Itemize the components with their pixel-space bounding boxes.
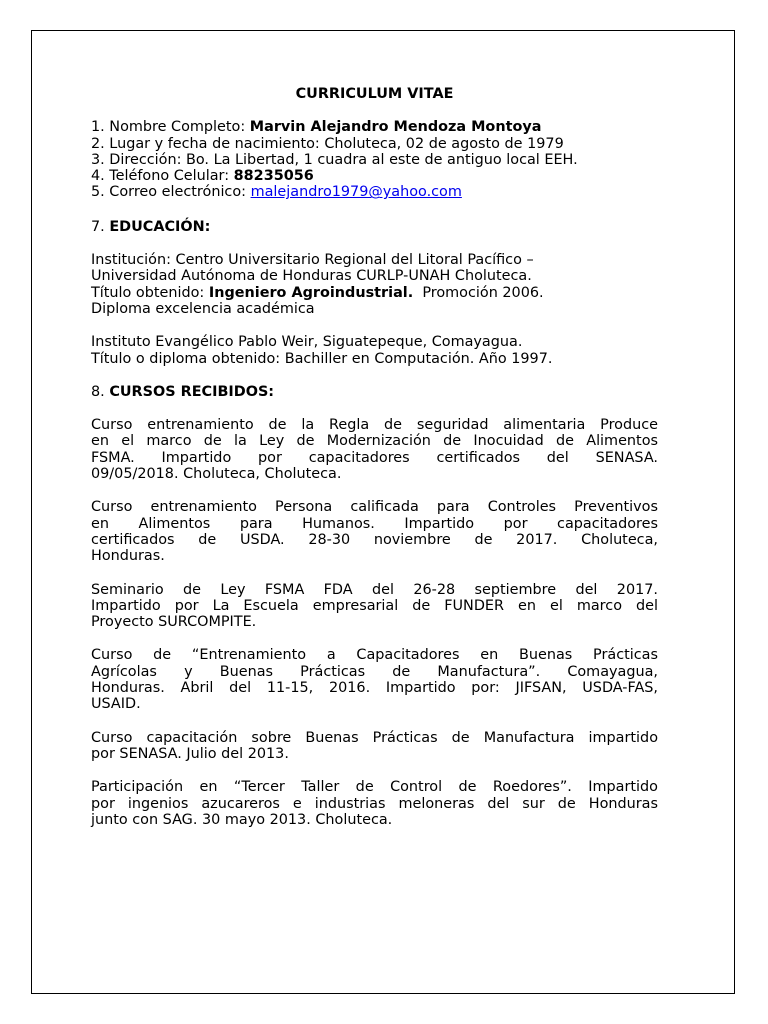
education-heading xyxy=(91,219,658,235)
course-item-5-line-2: por SENASA. Julio del 2013. xyxy=(91,745,289,762)
phone-label: 4. Teléfono Celular: xyxy=(91,168,234,185)
education-entry-1-title-line xyxy=(91,285,658,301)
education-heading-number: 7. xyxy=(91,218,110,235)
courses-heading-number: 8. xyxy=(91,383,110,400)
course-item-2 xyxy=(91,499,658,564)
course-item-1-line-3: FSMA. Impartido por capacitadores certificados del SENASA. xyxy=(91,449,658,466)
course-item-3-line-2: Impartido por La Escuela empresarial de FUNDER en el marco del xyxy=(91,597,658,614)
course-item-4-line-1: Curso de “Entrenamiento a Capacitadores en Buenas Prácticas xyxy=(91,647,658,664)
personal-info-block xyxy=(91,119,658,200)
document-title: CURRICULUM VITAE xyxy=(295,86,454,102)
education-heading-text: EDUCACIÓN: xyxy=(109,218,211,235)
personal-birth-line: 2. Lugar y fecha de nacimiento: Choluteca, 02 de agosto de 1979 xyxy=(91,135,564,152)
document-body xyxy=(91,86,658,845)
course-item-1-line-1: Curso entrenamiento de la Regla de seguridad alimentaria Produce xyxy=(91,417,658,434)
course-item-5-line-1: Curso capacitación sobre Buenas Prácticas de Manufactura impartido xyxy=(91,729,658,746)
education-title-label: Título obtenido: xyxy=(91,284,209,301)
course-item-1-line-4: 09/05/2018. Choluteca, Choluteca. xyxy=(91,466,342,483)
education-entry-1-line-4: Diploma excelencia académica xyxy=(91,300,315,317)
course-item-4-line-3: Honduras. Abril del 11-15, 2016. Impartido por: JIFSAN, USDA-FAS, xyxy=(91,680,658,697)
courses-heading-text: CURSOS RECIBIDOS: xyxy=(109,383,275,400)
personal-address-line: 3. Dirección: Bo. La Libertad, 1 cuadra al este de antiguo local EEH. xyxy=(91,151,578,168)
education-entry-1-line-2: Universidad Autónoma de Honduras CURLP-UNAH Choluteca. xyxy=(91,268,532,285)
personal-name-line xyxy=(91,119,658,135)
course-item-2-line-3: certificados de USDA. 28-30 noviembre de 2017. Choluteca, xyxy=(91,531,658,548)
personal-phone-line xyxy=(91,168,658,184)
course-item-6 xyxy=(91,779,658,828)
course-item-1 xyxy=(91,417,658,482)
course-item-3-line-3: Proyecto SURCOMPITE. xyxy=(91,614,257,631)
course-item-5 xyxy=(91,730,658,763)
name-value: Marvin Alejandro Mendoza Montoya xyxy=(249,119,542,136)
personal-email-line xyxy=(91,184,658,200)
course-item-6-line-2: por ingenios azucareros e industrias meloneras del sur de Honduras xyxy=(91,795,658,812)
course-item-2-line-4: Honduras. xyxy=(91,548,165,565)
course-item-6-line-1: Participación en “Tercer Taller de Control de Roedores”. Impartido xyxy=(91,779,658,796)
course-item-6-line-3: junto con SAG. 30 mayo 2013. Choluteca. xyxy=(91,811,393,828)
education-entry-2 xyxy=(91,334,658,367)
course-item-2-line-2: en Alimentos para Humanos. Impartido por capacitadores xyxy=(91,515,658,532)
course-item-4 xyxy=(91,647,658,712)
course-item-3-line-1: Seminario de Ley FSMA FDA del 26-28 septiembre del 2017. xyxy=(91,581,658,598)
course-item-2-line-1: Curso entrenamiento Persona calificada para Controles Preventivos xyxy=(91,499,658,516)
email-label: 5. Correo electrónico: xyxy=(91,184,251,201)
course-item-4-line-2: Agrícolas y Buenas Prácticas de Manufactura”. Comayagua, xyxy=(91,663,658,680)
education-entry-2-line-2: Título o diploma obtenido: Bachiller en Computación. Año 1997. xyxy=(91,350,553,367)
education-title-rest: Promoción 2006. xyxy=(413,284,544,301)
course-item-3 xyxy=(91,582,658,631)
education-title-value: Ingeniero Agroindustrial. xyxy=(208,284,414,301)
name-label: 1. Nombre Completo: xyxy=(91,119,250,136)
education-entry-2-line-1: Instituto Evangélico Pablo Weir, Siguatepeque, Comayagua. xyxy=(91,334,523,351)
education-entry-1-line-1: Institución: Centro Universitario Regional del Litoral Pacífico – xyxy=(91,252,534,269)
email-link[interactable]: malejandro1979@yahoo.com xyxy=(250,184,462,201)
course-item-1-line-2: en el marco de la Ley de Modernización de Inocuidad de Alimentos xyxy=(91,433,658,450)
phone-value: 88235056 xyxy=(233,168,314,185)
courses-heading xyxy=(91,384,658,400)
course-item-4-line-4: USAID. xyxy=(91,696,141,713)
education-entry-1 xyxy=(91,252,658,317)
